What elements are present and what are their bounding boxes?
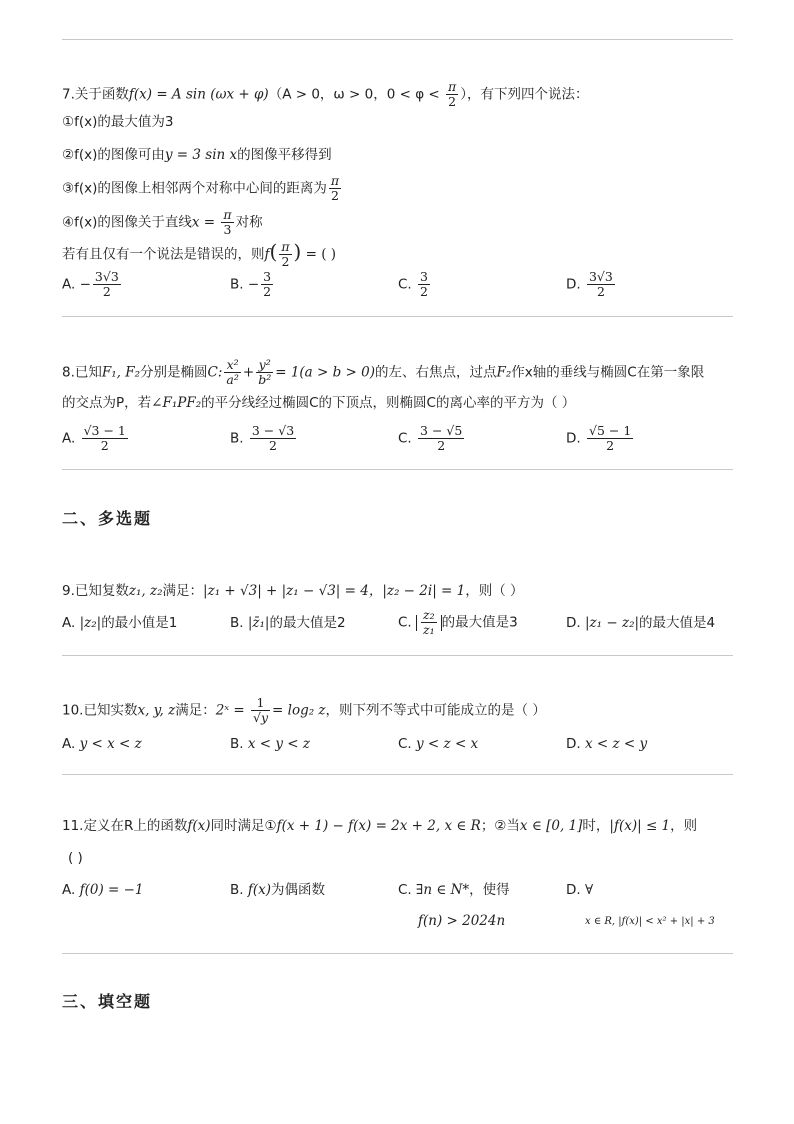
q7-option-c[interactable]: C. $\frac{3}{2}$ (398, 269, 428, 299)
q10-option-b[interactable]: B. x < y < z (230, 736, 311, 752)
q9-option-b[interactable]: B. |z̄₁|的最大值是2 (230, 615, 346, 631)
q9-option-c[interactable]: C. $\frac{\text{z₂}}{\text{z₁}}$ 的最大值是3 (398, 607, 518, 637)
q7-question: 若有且仅有一个说法是错误的，则f( $\frac{\pi}{2}$ ) = ( ) (62, 239, 337, 269)
q9-option-a[interactable]: A. |z₂|的最小值是1 (62, 615, 178, 631)
q11-option-b[interactable]: B. f(x)为偶函数 (230, 882, 326, 898)
q7-stem: 7.关于函数f(x) = A sin (ωx + φ)（A > 0，ω > 0，0 < φ < $\frac{\pi}{2}$ ），有下列四个说法： (62, 79, 589, 109)
q7-statement-1: ①f(x)的最大值为3 (62, 114, 174, 130)
q7-option-b[interactable]: B. − $\frac{3}{2}$ (230, 269, 272, 299)
q8-option-d[interactable]: D. $\frac{√5 - 1}{2}$ (566, 423, 632, 453)
q11-option-c-continued: f(n) > 2024n (418, 913, 506, 929)
q8-option-c[interactable]: C. $\frac{3 - √5}{2}$ (398, 423, 463, 453)
section-heading-multiple-choice: 二、多选题 (62, 509, 153, 528)
divider-q7 (62, 316, 733, 317)
q11-answer-paren: ( ) (68, 850, 83, 866)
q7-statement-2: ②f(x)的图像可由y = 3 sin x的图像平移得到 (62, 147, 332, 163)
q11-stem: 11.定义在R上的函数f(x)同时满足①f(x + 1) − f(x) = 2x + 2, x ∈ R；②当x ∈ [0, 1]时，|f(x)| ≤ 1，则 (62, 818, 698, 834)
q11-option-a[interactable]: A. f(0) = −1 (62, 882, 144, 898)
divider-q11 (62, 953, 733, 954)
q11-option-d-continued: x ∈ R, |f(x)| < x² + |x| + 3 (585, 916, 715, 927)
q8-stem-line-2: 的交点为P，若∠F₁PF₂的平分线经过椭圆C的下顶点，则椭圆C的离心率的平方为（ ） (62, 395, 576, 411)
q7-statement-3: ③f(x)的图像上相邻两个对称中心间的距离为 $\frac{\pi}{2}$ (62, 173, 340, 203)
q7-pi-half: $\frac{\pi}{2}$ (448, 79, 457, 109)
divider-q10 (62, 774, 733, 775)
q8-option-b[interactable]: B. $\frac{3 - √3}{2}$ (230, 423, 295, 453)
q11-option-d[interactable]: D. ∀ (566, 882, 594, 898)
q11-option-c[interactable]: C. ∃n ∈ N*，使得 (398, 882, 510, 898)
q10-option-c[interactable]: C. y < z < x (398, 736, 479, 752)
q8-option-a[interactable]: A. $\frac{√3 - 1}{2}$ (62, 423, 126, 453)
section-heading-fill-in: 三、填空题 (62, 992, 153, 1011)
divider-q8 (62, 469, 733, 470)
divider-q9 (62, 655, 733, 656)
q9-stem: 9.已知复数z₁, z₂满足：|z₁ + √3| + |z₁ − √3| = 4，|z₂ − 2i| = 1，则（ ） (62, 583, 524, 599)
q7-option-d[interactable]: D. $\frac{3√3}{2}$ (566, 269, 613, 299)
q7-statement-4: ④f(x)的图像关于直线x = $\frac{\pi}{3}$ 对称 (62, 207, 263, 237)
q10-option-a[interactable]: A. y < x < z (62, 736, 142, 752)
q8-stem-line-1: 8.已知F₁, F₂分别是椭圆C: $\frac{\text{x²}}{\text{a²}}$ + $\frac{\text{y²}}{\text{b²}}$ = 1(a > b > 0)的左、右焦点，过点F₂作x轴的垂线与椭圆C在第一象限 (62, 357, 705, 387)
q9-option-d[interactable]: D. |z₁ − z₂|的最大值是4 (566, 615, 716, 631)
divider-top (62, 39, 733, 40)
q7-option-a[interactable]: A. − $\frac{3√3}{2}$ (62, 269, 119, 299)
q10-stem: 10.已知实数x, y, z满足：2ˣ = $\frac{1}{√y}$ = log₂ z，则下列不等式中可能成立的是（ ） (62, 695, 546, 725)
q10-option-d[interactable]: D. x < z < y (566, 736, 648, 752)
